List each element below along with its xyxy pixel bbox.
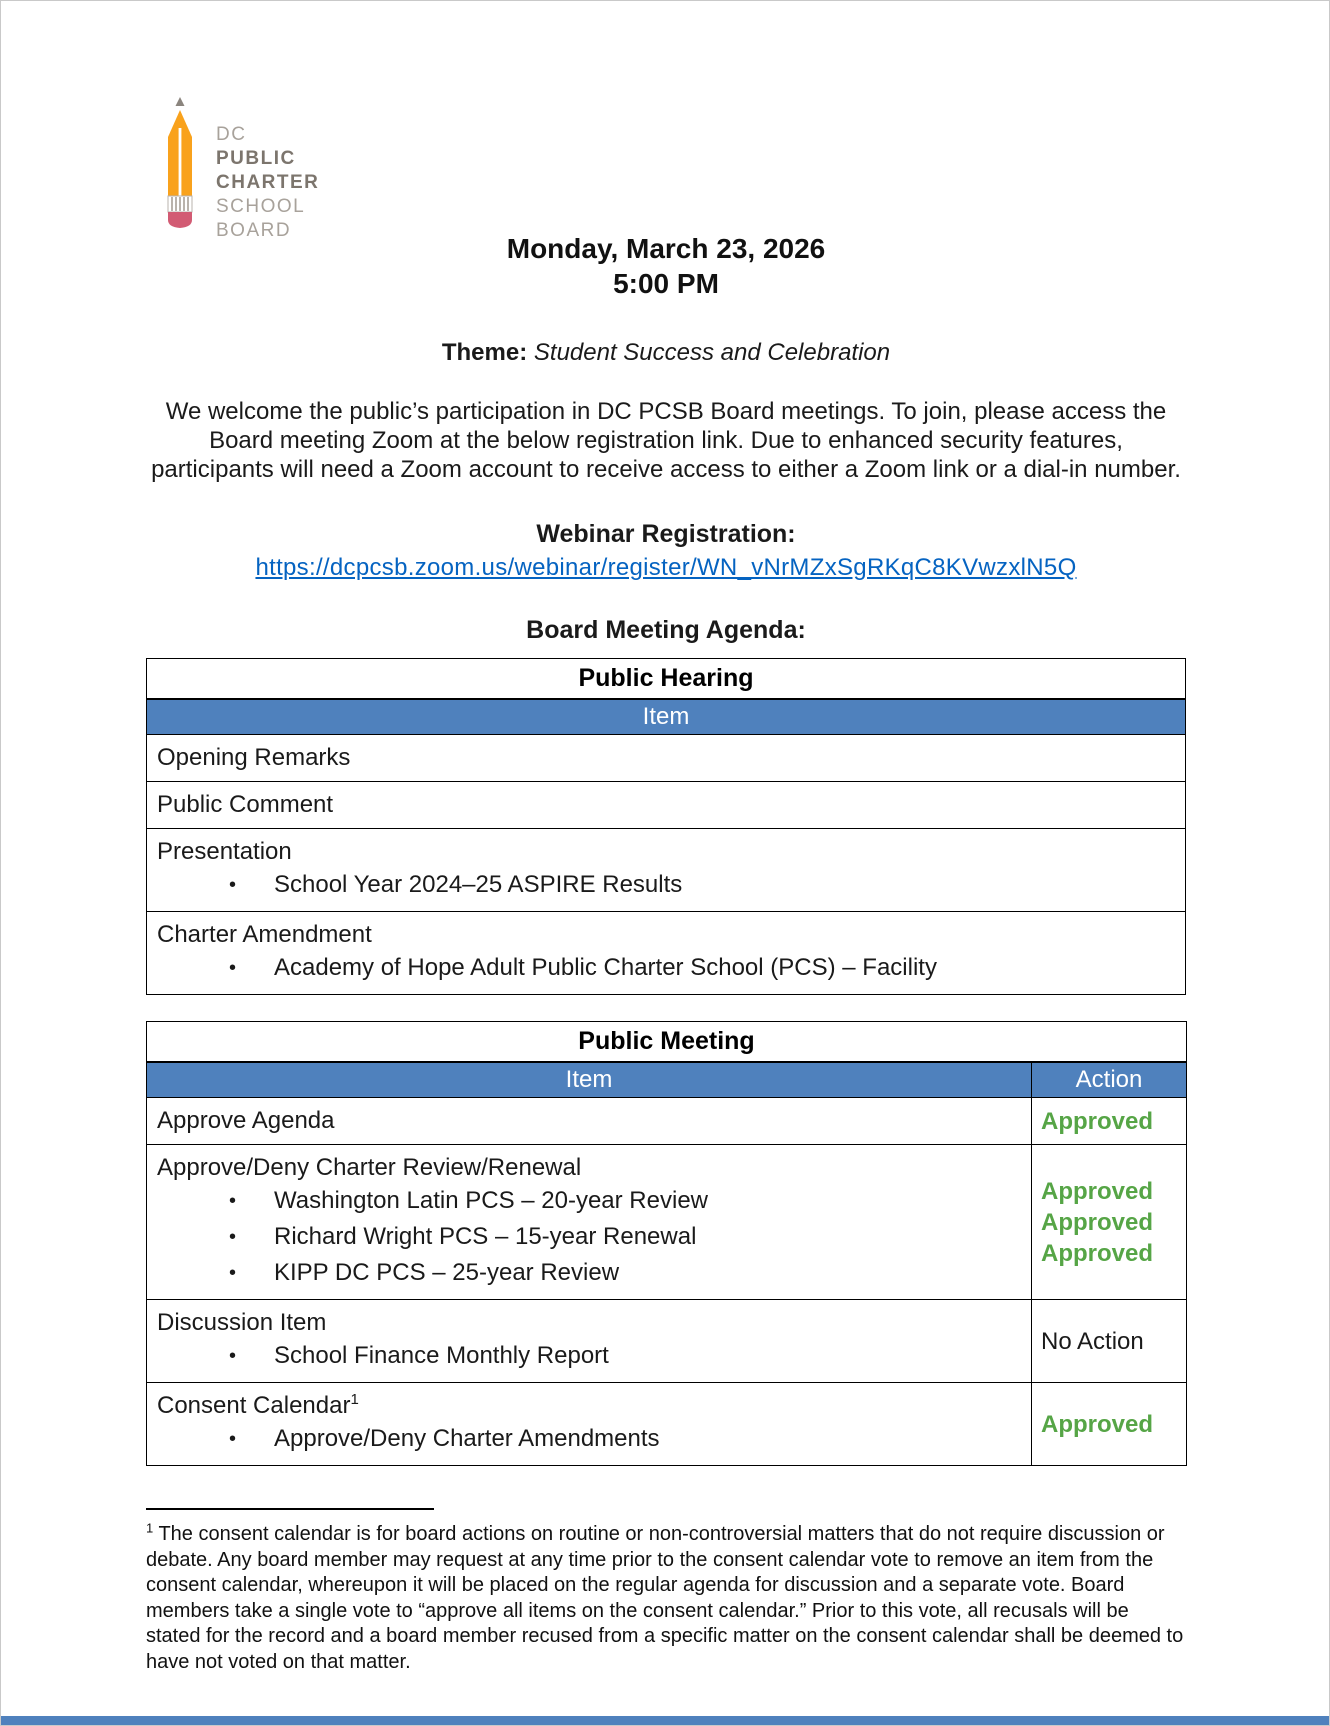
agenda-item-cell <box>147 1098 1032 1145</box>
bullet-text: Washington Latin PCS – 20-year Review <box>274 1187 708 1214</box>
agenda-row <box>147 1383 1187 1466</box>
agenda-heading: Board Meeting Agenda: <box>526 616 806 644</box>
agenda-item-title: Charter Amendment <box>157 921 372 948</box>
agenda-item-cell <box>147 1300 1032 1383</box>
table-title-row <box>147 1022 1187 1063</box>
footnote-body: The consent calendar is for board actions on routine or non-controversial matters that do not require discussion or debate. Any board member may request at any time prior to the consent calendar vote to remove an item from the consent calendar, whereupon it will be placed on the regular agenda for discussion and a separate vote. Board members take a single vote to “approve all items on the consent calendar.” Prior to this vote, all recusals will be stated for the record and a board member recused from a specific matter on the consent calendar shall be deemed to have not voted on that matter. <box>146 1523 1184 1673</box>
table-title: Public Hearing <box>147 659 1186 700</box>
public-hearing-table <box>146 658 1186 995</box>
bullet-text: School Finance Monthly Report <box>274 1342 609 1369</box>
agenda-bullet-item <box>157 867 1175 903</box>
action-cell <box>1032 1300 1187 1383</box>
status-approved: Approved <box>1041 1410 1154 1438</box>
bullet-icon: • <box>229 1262 237 1284</box>
logo-line: BOARD <box>216 220 292 241</box>
public-meeting-rows <box>147 1098 1187 1466</box>
status-approved: Approved <box>1041 1107 1154 1135</box>
agenda-item-cell <box>147 829 1186 912</box>
footnote-separator <box>146 1508 434 1510</box>
agenda-row <box>147 1098 1187 1145</box>
welcome-paragraph: We welcome the public’s participation in DC PCSB Board meetings. To join, please access the Board meeting Zoom at the below registration link. Due to enhanced security features, participants will need a Zoom account to receive access to either a Zoom link or a dial-in number. <box>151 398 1181 483</box>
table-title-row <box>147 659 1186 700</box>
bullet-icon: • <box>229 1226 237 1248</box>
document-body <box>146 1 1186 1675</box>
footnote-reference: 1 <box>350 1391 359 1408</box>
column-header-action: Action <box>1032 1062 1187 1098</box>
logo-line: SCHOOL <box>216 196 306 217</box>
agenda-item-title: Approve/Deny Charter Review/Renewal <box>157 1154 582 1181</box>
agenda-item-cell <box>147 1383 1032 1466</box>
agenda-row <box>147 735 1186 782</box>
footnote-marker: 1 <box>146 1520 154 1536</box>
action-cell <box>1032 1145 1187 1300</box>
table-title: Public Meeting <box>147 1022 1187 1063</box>
bullet-icon: • <box>229 874 237 896</box>
action-cell <box>1032 1383 1187 1466</box>
agenda-item-title: Opening Remarks <box>157 744 351 771</box>
agenda-bullet-item <box>157 1219 1021 1255</box>
agenda-row <box>147 1145 1187 1300</box>
bullet-text: Approve/Deny Charter Amendments <box>274 1425 660 1452</box>
bullet-icon: • <box>229 957 237 979</box>
action-cell <box>1032 1098 1187 1145</box>
theme-text: Student Success and Celebration <box>533 339 891 366</box>
meeting-date: Monday, March 23, 2026 <box>506 233 826 264</box>
agenda-item-cell <box>147 782 1186 829</box>
status-no-action: No Action <box>1041 1327 1144 1355</box>
page-bottom-accent-bar <box>1 1716 1329 1725</box>
status-approved: Approved <box>1041 1239 1154 1267</box>
webinar-registration-label: Webinar Registration: <box>536 520 796 548</box>
agenda-item-title: Consent Calendar$^1$ <box>157 1391 359 1419</box>
agenda-row <box>147 912 1186 995</box>
status-approved: Approved <box>1041 1208 1154 1236</box>
bullet-icon: • <box>229 1345 237 1367</box>
agenda-item-title: Discussion Item <box>157 1309 327 1336</box>
footnote-text <box>146 1522 1186 1675</box>
meeting-theme <box>146 339 1186 367</box>
bullet-text: Academy of Hope Adult Public Charter School (PCS) – Facility <box>274 954 937 981</box>
bullet-icon: • <box>229 1190 237 1212</box>
column-header-item: Item <box>147 699 1186 735</box>
table-header-row <box>147 699 1186 735</box>
agenda-bullet-item <box>157 1183 1021 1219</box>
agenda-bullet-item <box>157 1255 1021 1291</box>
agenda-item-title: Presentation <box>157 838 292 865</box>
agenda-row <box>147 782 1186 829</box>
agenda-item-title: Public Comment <box>157 791 334 818</box>
agenda-bullet-item <box>157 1421 1021 1457</box>
bullet-text: Richard Wright PCS – 15-year Renewal <box>274 1223 697 1250</box>
bullet-text: KIPP DC PCS – 25-year Review <box>274 1259 620 1286</box>
agenda-bullet-item <box>157 950 1175 986</box>
meeting-time: 5:00 PM <box>613 268 719 299</box>
logo-line: PUBLIC <box>216 148 296 169</box>
status-approved: Approved <box>1041 1177 1154 1205</box>
agenda-item-cell <box>147 912 1186 995</box>
column-header-item: Item <box>147 1062 1032 1098</box>
agenda-item-title: Approve Agenda <box>157 1107 335 1134</box>
logo-line: CHARTER <box>216 172 320 193</box>
logo-line: DC <box>216 124 247 145</box>
agenda-bullet-item <box>157 1338 1021 1374</box>
theme-label: Theme: <box>441 339 528 366</box>
bullet-icon: • <box>229 1428 237 1450</box>
webinar-registration-link[interactable]: https://dcpcsb.zoom.us/webinar/register/WN_vNrMZxSgRKqC8KVwzxlN5Q <box>255 554 1077 581</box>
bullet-text: School Year 2024–25 ASPIRE Results <box>274 871 683 898</box>
agenda-item-cell <box>147 735 1186 782</box>
agenda-row <box>147 1300 1187 1383</box>
public-meeting-table <box>146 1021 1187 1466</box>
public-hearing-rows <box>147 735 1186 995</box>
agenda-row <box>147 829 1186 912</box>
table-header-row <box>147 1062 1187 1098</box>
agenda-item-cell <box>147 1145 1032 1300</box>
